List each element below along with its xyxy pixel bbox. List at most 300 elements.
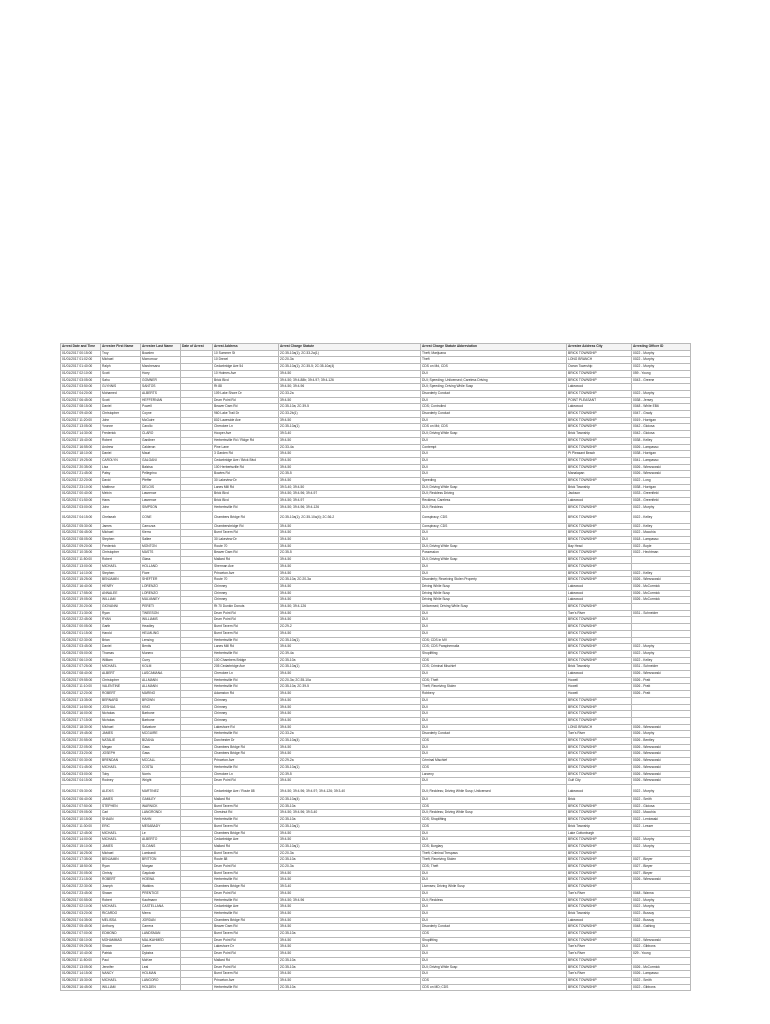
table-cell: 01/02/2017 03:00:00 — [61, 504, 101, 511]
table-cell: DUI — [421, 917, 567, 924]
table-cell: Tom's River — [567, 890, 632, 897]
table-cell — [181, 751, 213, 758]
table-row — [61, 610, 691, 617]
table-cell: BRICK TOWNSHIP — [567, 697, 632, 704]
table-cell: Dykstra — [141, 951, 181, 958]
table-cell: MICHAEL — [101, 837, 141, 844]
table-row — [61, 803, 691, 810]
table-cell — [181, 377, 213, 384]
table-row — [61, 511, 691, 523]
table-cell: BENJAMIN — [101, 857, 141, 864]
table-row — [61, 650, 691, 657]
table-cell — [181, 484, 213, 491]
table-cell: 39:4-50 — [279, 910, 421, 917]
table-cell: 0026 - McCormick — [632, 964, 691, 971]
table-cell — [632, 830, 691, 837]
table-cell: Disorderly Conduct — [421, 731, 567, 738]
table-row — [61, 624, 691, 631]
table-cell: LORENZO — [141, 583, 181, 590]
table-cell: Theft — [421, 357, 567, 364]
table-cell: Burnt Tavern Rd — [213, 630, 279, 637]
table-cell: 39:4-50 — [279, 778, 421, 785]
table-cell: David — [101, 478, 141, 485]
table-cell: 01/02/2017 04:15:00 — [61, 511, 101, 523]
table-cell: Herbertsville Rd / Ridge Rd — [213, 437, 279, 444]
table-row — [61, 590, 691, 597]
table-cell: Unlicensed; Driving While Susp — [421, 604, 567, 611]
table-row — [61, 870, 691, 877]
table-cell: Robert — [101, 897, 141, 904]
table-cell: 01/03/2017 19:45:00 — [61, 731, 101, 738]
table-cell: 39:3-40; 39:4-50 — [279, 484, 421, 491]
table-cell — [181, 590, 213, 597]
table-cell: NATALIE — [101, 738, 141, 745]
table-row — [61, 758, 691, 765]
table-cell: 01/04/2017 16:25:00 — [61, 850, 101, 857]
table-cell: CDS on Md; CDS — [421, 424, 567, 431]
table-cell: Tom's River — [567, 610, 632, 617]
table-row — [61, 604, 691, 611]
table-cell: 01/03/2017 13:35:00 — [61, 697, 101, 704]
table-cell: 01/03/2017 03:45:00 — [61, 644, 101, 651]
table-cell: 0027 - Bieyer — [632, 857, 691, 864]
table-cell: 109 Lake Shore Dr — [213, 390, 279, 397]
table-cell: Ocean Township — [567, 364, 632, 371]
table-cell: 01/01/2017 23:10:00 — [61, 484, 101, 491]
table-cell: 01/01/2017 18:10:00 — [61, 451, 101, 458]
table-cell: 10 Holmes Ave — [213, 370, 279, 377]
table-cell — [181, 478, 213, 485]
table-cell: Gass — [141, 751, 181, 758]
table-cell: SIMPSON — [141, 504, 181, 511]
table-cell: Hooper Ave — [213, 431, 279, 438]
table-cell: Carrozza — [141, 523, 181, 530]
table-cell: MICHAEL — [101, 904, 141, 911]
table-cell — [181, 684, 213, 691]
table-cell: 2C:35-10a(1); 2C:35-5; 2C:35-10a(4) — [279, 364, 421, 371]
table-cell: BRENDAN — [101, 758, 141, 765]
table-cell: Chambers Bridge Rd — [213, 917, 279, 924]
table-cell: Paul — [101, 957, 141, 964]
table-cell: ALBERTS — [141, 390, 181, 397]
table-cell: BRICK TOWNSHIP — [567, 650, 632, 657]
table-cell: Cedarbridge Ave — [213, 904, 279, 911]
table-cell: Brick Township — [567, 823, 632, 830]
table-cell: Tom's River — [567, 951, 632, 958]
table-cell: Christopher — [101, 550, 141, 557]
table-row — [61, 910, 691, 917]
table-cell: Beaver Dam Rd — [213, 924, 279, 931]
table-cell: JAMES — [101, 731, 141, 738]
table-cell: Bay Head — [567, 543, 632, 550]
table-cell: KOLM — [141, 664, 181, 671]
table-cell: Howell — [567, 691, 632, 698]
table-cell: Lombardi — [141, 850, 181, 857]
table-cell: 0022 - Macchia — [632, 810, 691, 817]
table-cell: 10 Drexel — [213, 357, 279, 364]
table-cell — [632, 697, 691, 704]
table-row — [61, 684, 691, 691]
table-cell: 2C:35-10a(1); 2C:35-10a(4); 2C:36-2 — [279, 511, 421, 523]
table-cell: Brick Township — [567, 484, 632, 491]
table-cell: Chimney — [213, 590, 279, 597]
table-cell: Cedarbridge Ave / Route 88 — [213, 785, 279, 797]
table-cell: DUI — [421, 671, 567, 678]
table-cell: Pine Lane — [213, 444, 279, 451]
table-cell: 39:4-50 — [279, 697, 421, 704]
table-cell: Contempt — [421, 444, 567, 451]
table-cell: Brick — [567, 797, 632, 804]
table-cell: Drum Point Rd — [213, 964, 279, 971]
table-cell — [181, 744, 213, 751]
table-cell: 01/04/2017 10:15:00 — [61, 817, 101, 824]
table-cell: BRICK TOWNSHIP — [567, 924, 632, 931]
table-cell: BRICK TOWNSHIP — [567, 504, 632, 511]
table-cell: 0022 - Wiesnowski — [632, 937, 691, 944]
table-cell: 39:4-50 — [279, 617, 421, 624]
table-cell: Michael — [101, 724, 141, 731]
table-cell: 39:4-50; 39:4-126 — [279, 604, 421, 611]
table-cell: Drum Point Rd — [213, 778, 279, 785]
table-cell: GAMLEY — [141, 797, 181, 804]
table-cell — [181, 491, 213, 498]
table-cell — [181, 657, 213, 664]
table-cell: 01/02/2017 16:40:00 — [61, 583, 101, 590]
table-cell: 39:4-50 — [279, 751, 421, 758]
table-cell: 0026 - Wiesnowski — [632, 724, 691, 731]
table-cell — [181, 424, 213, 431]
table-cell: Andrew — [101, 444, 141, 451]
table-cell: 01/03/2017 07:25:00 — [61, 664, 101, 671]
table-row — [61, 350, 691, 357]
table-cell — [181, 617, 213, 624]
table-cell: 0038 - Kelley — [632, 437, 691, 444]
table-cell: BRICK TOWNSHIP — [567, 904, 632, 911]
table-cell: Lisa — [101, 464, 141, 471]
table-cell: 01/05/2017 02:10:00 — [61, 904, 101, 911]
table-cell: DUI — [421, 744, 567, 751]
table-cell: 0022 - Murphy — [632, 390, 691, 397]
table-cell: HOLMAN — [141, 971, 181, 978]
table-cell: 39:4-50 — [279, 597, 421, 604]
table-cell: BRICK TOWNSHIP — [567, 704, 632, 711]
table-cell: Headley — [141, 624, 181, 631]
table-cell: Morgan — [141, 864, 181, 871]
table-cell: 0026 - Bentley — [632, 738, 691, 745]
table-cell: 2C:35-10a — [279, 964, 421, 971]
table-row — [61, 691, 691, 698]
table-cell: MICHAEL — [101, 830, 141, 837]
table-cell: 0026 - Wiesnowski — [632, 778, 691, 785]
table-cell — [181, 817, 213, 824]
table-cell: 0022 - Murphy — [632, 357, 691, 364]
table-cell: CDS — [421, 823, 567, 830]
table-cell: MELISSA — [101, 917, 141, 924]
table-cell: VALENTINE — [101, 684, 141, 691]
table-cell: Marchesano — [141, 364, 181, 371]
table-cell: 0022 - Lentowski — [632, 817, 691, 824]
table-cell — [181, 951, 213, 958]
table-cell: 0022 - Lesser — [632, 823, 691, 830]
table-row — [61, 637, 691, 644]
table-cell — [632, 850, 691, 857]
table-cell: BRICK TOWNSHIP — [567, 850, 632, 857]
table-cell: LANDSMAN — [141, 931, 181, 938]
table-cell — [632, 931, 691, 938]
table-cell: 2C:20-3a — [279, 864, 421, 871]
table-cell: 2C:35-10a; 2C:20-3a — [279, 577, 421, 584]
table-cell: 01/03/2017 09:55:00 — [61, 677, 101, 684]
table-cell: Gardiner — [141, 437, 181, 444]
table-cell: 01/04/2017 09:05:00 — [61, 810, 101, 817]
table-cell: Lakewood — [567, 671, 632, 678]
table-cell: 2C:35-10a — [279, 803, 421, 810]
table-cell: DUI — [421, 830, 567, 837]
table-cell: Driving While Susp — [421, 597, 567, 604]
table-cell: BERNARD — [101, 697, 141, 704]
table-cell: MULVANEY — [141, 597, 181, 604]
table-cell: Wright — [141, 778, 181, 785]
table-cell: Rt 70 Dunkin Donuts — [213, 604, 279, 611]
table-cell: Theft; Criminal Trespass — [421, 850, 567, 857]
table-cell: 2C:33-2a — [279, 731, 421, 738]
table-cell — [181, 597, 213, 604]
table-cell: BRICK TOWNSHIP — [567, 478, 632, 485]
table-cell — [181, 917, 213, 924]
table-cell: BRICK TOWNSHIP — [567, 751, 632, 758]
table-cell: 39:3-40 — [279, 431, 421, 438]
table-cell: STEPHEN — [101, 803, 141, 810]
table-cell: Burnt Tavern Rd — [213, 870, 279, 877]
table-cell: Carollo — [141, 424, 181, 431]
table-cell: 01/02/2017 00:40:00 — [61, 491, 101, 498]
table-cell: WILLIAMS — [141, 617, 181, 624]
arrest-records-sheet — [60, 343, 664, 991]
table-row — [61, 724, 691, 731]
table-cell: DUI — [421, 910, 567, 917]
table-cell: 39:4-50 — [279, 890, 421, 897]
table-cell: 2C:39-5 — [279, 771, 421, 778]
table-cell: 01/05/2017 03:20:00 — [61, 910, 101, 917]
table-cell: DUI — [421, 617, 567, 624]
table-cell: 01/01/2017 20:35:00 — [61, 464, 101, 471]
table-cell: SANTOS — [141, 384, 181, 391]
table-cell: 30 Lakeview Dr — [213, 536, 279, 543]
table-cell: BRICK TOWNSHIP — [567, 837, 632, 844]
table-cell — [181, 437, 213, 444]
table-cell: Lakewood — [567, 384, 632, 391]
table-cell: RYAN — [101, 617, 141, 624]
table-row — [61, 904, 691, 911]
table-row — [61, 744, 691, 751]
table-cell: CDS — [421, 977, 567, 984]
table-cell: 01/01/2017 01:40:00 — [61, 364, 101, 371]
table-cell: CDS — [421, 764, 567, 771]
table-cell: LORENZO — [141, 590, 181, 597]
table-cell: 0022 - Murphy — [632, 837, 691, 844]
table-cell: 0022 - Kelley — [632, 657, 691, 664]
table-cell: DUI; Speeding; Driving While Susp — [421, 384, 567, 391]
table-row — [61, 630, 691, 637]
table-cell: Matthew — [101, 484, 141, 491]
column-header: Arrestee Last Name — [141, 344, 181, 351]
table-cell: LONG BRANCH — [567, 357, 632, 364]
table-cell: BRICK TOWNSHIP — [567, 711, 632, 718]
table-cell: Daniel — [101, 404, 141, 411]
table-cell: James — [101, 523, 141, 530]
table-row — [61, 498, 691, 505]
table-cell: Lensing — [141, 637, 181, 644]
table-cell: ALEXIS — [101, 785, 141, 797]
table-cell: BRICK TOWNSHIP — [567, 803, 632, 810]
table-cell: 2C:35-10a — [279, 984, 421, 991]
table-cell: 0022 - Bussoy — [632, 910, 691, 917]
table-cell: 0033 - Greenfield — [632, 491, 691, 498]
table-cell: Lakewood — [567, 590, 632, 597]
table-cell: 01/03/2017 23:20:00 — [61, 751, 101, 758]
table-cell: 01/03/2017 20:55:00 — [61, 738, 101, 745]
table-cell — [181, 704, 213, 711]
table-cell: DUI — [421, 457, 567, 464]
table-cell: Licenses; Driving While Susp — [421, 884, 567, 891]
table-cell: 01/03/2017 14:50:00 — [61, 704, 101, 711]
table-cell: 01/04/2017 00:30:00 — [61, 758, 101, 765]
table-cell: CDS; Burglary — [421, 843, 567, 850]
table-cell: 39:4-50 — [279, 630, 421, 637]
table-cell: Mauri — [141, 451, 181, 458]
table-cell: Ryan — [101, 610, 141, 617]
table-cell: 2C:35-10a — [279, 657, 421, 664]
table-row — [61, 644, 691, 651]
table-cell: Mallard Rd — [213, 957, 279, 964]
table-row — [61, 377, 691, 384]
table-cell: DUI; Reckless; Driving While Susp — [421, 810, 567, 817]
table-cell: EDMOND — [101, 931, 141, 938]
table-cell: MESABADY — [141, 823, 181, 830]
table-row — [61, 471, 691, 478]
table-cell: BRICK TOWNSHIP — [567, 444, 632, 451]
table-cell: BRICK TOWNSHIP — [567, 764, 632, 771]
table-cell — [181, 810, 213, 817]
table-cell: Drum Point Rd — [213, 951, 279, 958]
table-cell: 39:4-50 — [279, 924, 421, 931]
table-row — [61, 597, 691, 604]
table-cell: 01/01/2017 13:05:00 — [61, 424, 101, 431]
table-cell: Howell — [567, 684, 632, 691]
table-cell: DUI — [421, 397, 567, 404]
table-cell: Brick Township — [567, 664, 632, 671]
table-cell: Pt Pleasant Beach — [567, 451, 632, 458]
table-cell: Mallard Rd — [213, 797, 279, 804]
table-cell: Gaydosh — [141, 870, 181, 877]
table-row — [61, 677, 691, 684]
table-cell: BRITTON — [141, 857, 181, 864]
table-cell: CONE — [141, 511, 181, 523]
table-cell: Carter — [141, 944, 181, 951]
table-cell — [632, 630, 691, 637]
table-cell: DUI; Reckless; Driving While Susp; Unlicensed — [421, 785, 567, 797]
table-cell: ALBERT — [101, 671, 141, 678]
table-row — [61, 444, 691, 451]
table-cell: Chimney — [213, 711, 279, 718]
table-row — [61, 404, 691, 411]
table-cell: Jennifer — [101, 964, 141, 971]
table-cell: Pellegrino — [141, 471, 181, 478]
table-cell: 01/03/2017 00:05:00 — [61, 624, 101, 631]
table-row — [61, 984, 691, 991]
table-cell: Burnt Tavern Rd — [213, 931, 279, 938]
table-cell: Chimney — [213, 704, 279, 711]
table-cell: Gass — [141, 744, 181, 751]
table-cell: 39:4-50 — [279, 671, 421, 678]
table-cell: JORDAN — [141, 917, 181, 924]
table-cell: PERETI — [141, 604, 181, 611]
column-header: Date of Arrest — [181, 344, 213, 351]
table-cell: Princeton Ave — [213, 977, 279, 984]
table-cell: Bowden — [141, 350, 181, 357]
table-cell: Patsy — [101, 471, 141, 478]
table-cell: 01/04/2017 21:15:00 — [61, 877, 101, 884]
table-cell: Route 88 — [213, 857, 279, 864]
table-cell: Drum Point Rd — [213, 864, 279, 871]
table-cell: 2C:35-10a — [279, 817, 421, 824]
table-cell: BIZANA — [141, 738, 181, 745]
table-cell: BRICK TOWNSHIP — [567, 843, 632, 850]
table-cell: Burnt Tavern Rd — [213, 530, 279, 537]
table-row — [61, 617, 691, 624]
table-row — [61, 951, 691, 958]
table-row — [61, 557, 691, 564]
table-cell: 0031 - Schneider — [632, 610, 691, 617]
table-cell: 39:4-50 — [279, 711, 421, 718]
table-cell — [181, 504, 213, 511]
table-cell: Lakeshore Dr — [213, 944, 279, 951]
table-cell: 01/04/2017 20:05:00 — [61, 870, 101, 877]
table-cell — [181, 803, 213, 810]
table-row — [61, 944, 691, 951]
table-cell: DUI — [421, 877, 567, 884]
table-cell: Salvatore — [141, 724, 181, 731]
table-cell: BRICK TOWNSHIP — [567, 657, 632, 664]
table-cell: Harold — [101, 630, 141, 637]
table-cell: John — [101, 417, 141, 424]
table-cell: Lanes Mill Rd — [213, 644, 279, 651]
column-header: Arresting Officer ID — [632, 344, 691, 351]
table-cell: Herbertsville Rd — [213, 817, 279, 824]
table-cell: Tom's River — [567, 731, 632, 738]
table-cell: Lawrence — [141, 498, 181, 505]
table-cell — [181, 397, 213, 404]
table-cell: Chambers Bridge Rd — [213, 511, 279, 523]
table-cell — [181, 637, 213, 644]
table-cell: 2C:35-10a(1) — [279, 764, 421, 771]
table-cell — [181, 778, 213, 785]
table-cell — [181, 457, 213, 464]
table-header-row — [61, 344, 691, 351]
table-cell: NANCY — [101, 971, 141, 978]
table-cell: BRICK TOWNSHIP — [567, 644, 632, 651]
table-cell — [181, 444, 213, 451]
table-cell: 0048 - Gathing — [632, 924, 691, 931]
table-cell: 39:4-50 — [279, 691, 421, 698]
table-cell: Leal — [141, 964, 181, 971]
table-cell: GLYNNIS — [101, 384, 141, 391]
column-header: Arrestee First Name — [101, 344, 141, 351]
table-cell: Lanes Mill Rd — [213, 484, 279, 491]
table-row — [61, 357, 691, 364]
table-cell: Balzisa — [141, 464, 181, 471]
table-cell: 01/03/2017 17:15:00 — [61, 717, 101, 724]
